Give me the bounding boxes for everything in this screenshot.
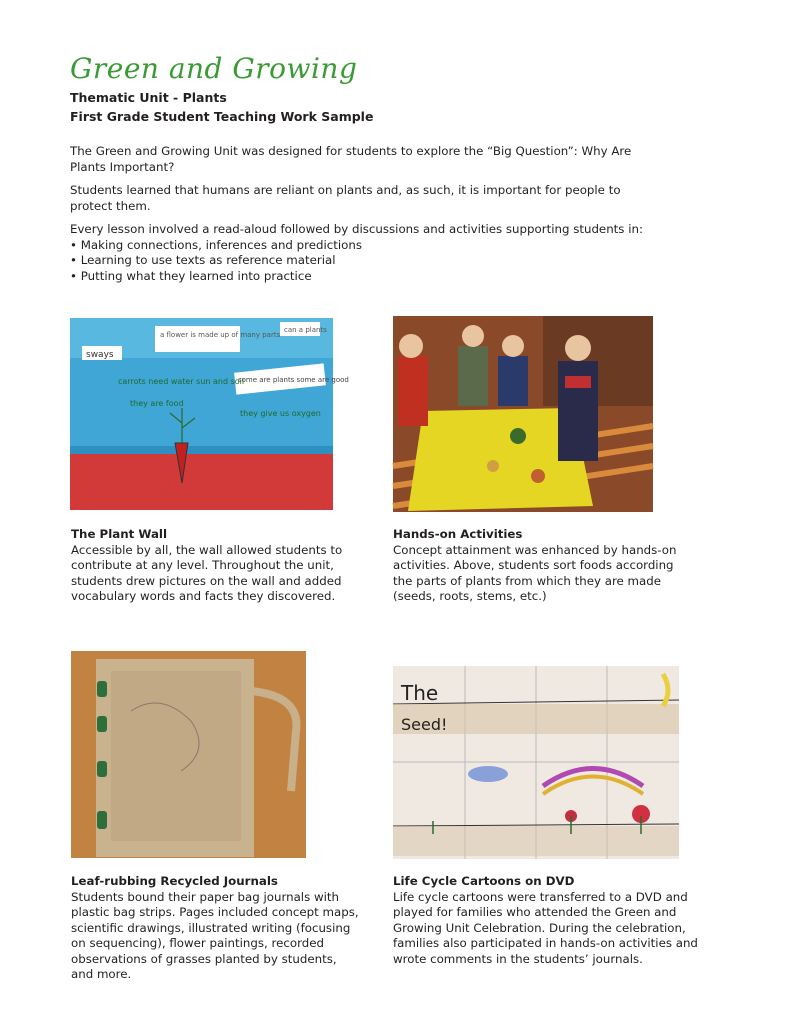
intro-paragraph-2: Students learned that humans are reliant on plants and, as such, it is important for people to protect them. bbox=[70, 183, 621, 213]
caption-heading: Life Cycle Cartoons on DVD bbox=[393, 874, 575, 888]
bullet-item: • Learning to use texts as reference material bbox=[70, 253, 336, 267]
caption-heading: Leaf-rubbing Recycled Journals bbox=[71, 874, 278, 888]
wall-note-1: a flower is made up of many parts bbox=[160, 331, 281, 339]
wall-note-2: sways bbox=[86, 350, 114, 360]
wall-note-7: can a plants bbox=[284, 326, 327, 334]
caption-hands-on bbox=[393, 527, 693, 605]
caption-heading: The Plant Wall bbox=[71, 527, 167, 541]
caption-body: Concept attainment was enhanced by hands-on activities. Above, students sort foods according the parts of plants from which they are made (seeds, roots, stems, etc.) bbox=[393, 542, 677, 603]
cartoon-text-1: The bbox=[401, 681, 439, 705]
wall-note-6: they give us oxygen bbox=[240, 409, 321, 418]
intro-paragraph-3 bbox=[70, 222, 650, 284]
life-cycle-cartoon-photo bbox=[393, 666, 679, 859]
caption-plant-wall bbox=[71, 527, 371, 605]
caption-body: Life cycle cartoons were transferred to a DVD and played for families who attended the Green and Growing Unit Celebration. During the celebration, families also participated in hands-on activities and wrote comments in the students’ journals. bbox=[393, 889, 698, 966]
caption-journals bbox=[71, 874, 361, 983]
bullet-item: • Putting what they learned into practice bbox=[70, 268, 312, 283]
page-title: Green and Growing bbox=[70, 52, 358, 85]
wall-note-3: carrots need water sun and soil bbox=[118, 377, 245, 386]
caption-body: Students bound their paper bag journals with plastic bag strips. Pages included concept maps, scientific drawings, illustrated writing (focusing on sequencing), flower paintings, recorded observations of grasses planted by students, and more. bbox=[71, 889, 359, 981]
wall-note-4: some are plants some are good bbox=[238, 376, 349, 384]
bullet-item: • Making connections, inferences and predictions bbox=[70, 237, 362, 252]
unit-subtitle: Thematic Unit - Plants bbox=[70, 90, 227, 105]
intro-lead: Every lesson involved a read-aloud followed by discussions and activities supporting students in: bbox=[70, 222, 643, 236]
work-sample-subtitle: First Grade Student Teaching Work Sample bbox=[70, 109, 374, 124]
caption-body: Accessible by all, the wall allowed students to contribute at any level. Throughout the unit, students drew pictures on the wall and added vocabulary words and facts they discovered. bbox=[71, 542, 343, 603]
wall-note-5: they are food bbox=[130, 399, 184, 408]
hands-on-activities-photo bbox=[393, 316, 653, 512]
intro-paragraph-1: The Green and Growing Unit was designed for students to explore the “Big Question”: Why Are Plants Important? bbox=[70, 144, 632, 174]
caption-heading: Hands-on Activities bbox=[393, 527, 523, 541]
journal-photo bbox=[71, 651, 306, 858]
cartoon-text-2: Seed! bbox=[401, 715, 448, 734]
plant-wall-photo bbox=[70, 318, 349, 510]
caption-life-cycle bbox=[393, 874, 703, 967]
